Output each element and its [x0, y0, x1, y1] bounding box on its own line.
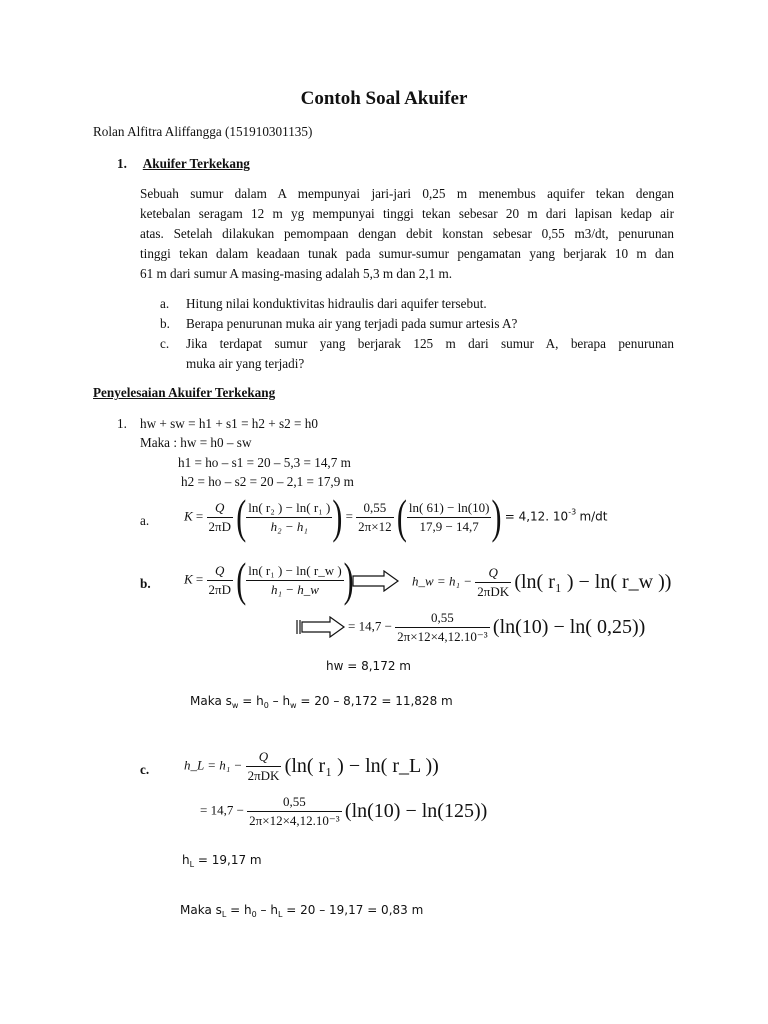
solution-line-4: h2 = ho – s2 = 20 – 2,1 = 17,9 m	[181, 474, 354, 489]
solution-number: 1.	[117, 416, 127, 431]
question-marker: c.	[160, 336, 170, 351]
section-heading	[117, 156, 250, 172]
equation-b-substitution: = 14,7 − $\frac{0,55}{\text{2π×12×4,12.10⁻³}}$ (ln(10) − ln( 0,25))	[348, 610, 646, 644]
author-line: Rolan Alfitra Aliffangga (151910301135)	[93, 124, 313, 139]
equation-c-substitution: = 14,7 − $\frac{0,55}{\text{2π×12×4,12.10⁻³}}$ (ln(10) − ln(125))	[200, 794, 488, 828]
question-a	[160, 294, 674, 314]
section-title: Akuifer Terkekang	[142, 156, 250, 171]
problem-paragraph	[140, 184, 674, 284]
hw-result: hw = 8,172 m	[326, 659, 411, 673]
result-a-exp: -3	[568, 507, 577, 517]
question-text: Berapa penurunan muka air yang terjadi pada sumur artesis A?	[186, 316, 518, 331]
part-a-label: a.	[140, 513, 150, 528]
problem-line: Sebuah sumur dalam A mempunyai jari-jari 0,25 m menembus aquifer tekan dengan	[140, 186, 674, 201]
question-marker: b.	[160, 316, 170, 331]
equation-a: K = $\frac{Q}{2\pi D}$ ( $\frac{\text{ln( r₂ ) − ln( r₁ )}}{\text{h₂ − h₁}}$ ) = $\frac{0,55}{2\pi\times 12}$ ( $\frac{\ln( 61) - \ln(10)}{17,9 - 14,7}$ ) = 4,12. $10^{-3}$ m/dt	[184, 490, 608, 544]
equation-b-k: K = $\frac{Q}{2\pi D}$ ( $\frac{\text{ln( r₁ ) − ln( r\_w )}}{\text{h₁ − h\_w}}$ )	[184, 553, 354, 607]
problem-line: ketebalan seragam 12 m yg mempunyai tinggi tekan sebesar 20 m dari lapisan kedap air	[140, 206, 674, 221]
question-text: muka air yang terjadi?	[186, 356, 305, 371]
question-marker: a.	[160, 296, 170, 311]
problem-line: tinggi tekan dalam keadaan tunak pada sumur-sumur pengamatan yang berjarak 10 m dan	[140, 246, 674, 261]
implies-arrow-icon	[352, 570, 400, 592]
problem-line: atas. Setelah dilakukan pemompaan dengan debit konstan sebesar 0,55 m3/dt, penurunan	[140, 226, 674, 241]
document-title: Contoh Soal Akuifer	[300, 88, 468, 109]
equation-b-hw: h_w = h₁ − $\frac{Q}{\text{2πDK}}$ (ln( r₁ ) − ln( r_w ))	[412, 565, 672, 599]
part-c-label: c.	[140, 762, 150, 777]
question-b	[160, 314, 674, 334]
part-b-label: b.	[140, 576, 151, 591]
question-text: Hitung nilai konduktivitas hidraulis dari aquifer tersebut.	[186, 296, 487, 311]
result-a-unit: m/dt	[579, 509, 608, 524]
question-c	[160, 334, 674, 374]
solution-line-3: h1 = ho – s1 = 20 – 5,3 = 14,7 m	[178, 455, 351, 470]
section-number: 1.	[117, 156, 127, 171]
solution-line-2: Maka : hw = h0 – sw	[140, 435, 252, 450]
solution-heading: Penyelesaian Akuifer Terkekang	[93, 385, 276, 400]
result-a: = 4,12. 10	[504, 509, 569, 524]
implies-arrow-icon	[296, 616, 346, 638]
sl-result: Maka $s_L = h_0 - h_L = 20 - 19,17 = 0,83$ m	[180, 903, 424, 919]
equation-c-hl: h_L = h₁ − $\frac{Q}{\text{2πDK}}$ (ln( r₁ ) − ln( r_L ))	[184, 749, 439, 783]
sw-result: Maka $s_w = h_0 - h_w = 20 - 8,172 = 11,828$ m	[190, 694, 453, 710]
hl-result: $h_L = 19,17$ m	[182, 853, 262, 869]
question-text: Jika terdapat sumur yang berjarak 125 m dari sumur A, berapa penurunan	[186, 336, 674, 351]
problem-line: 61 m dari sumur A masing-masing adalah 5,3 m dan 2,1 m.	[140, 266, 453, 281]
solution-line-1: hw + sw = h1 + s1 = h2 + s2 = h0	[140, 416, 318, 431]
